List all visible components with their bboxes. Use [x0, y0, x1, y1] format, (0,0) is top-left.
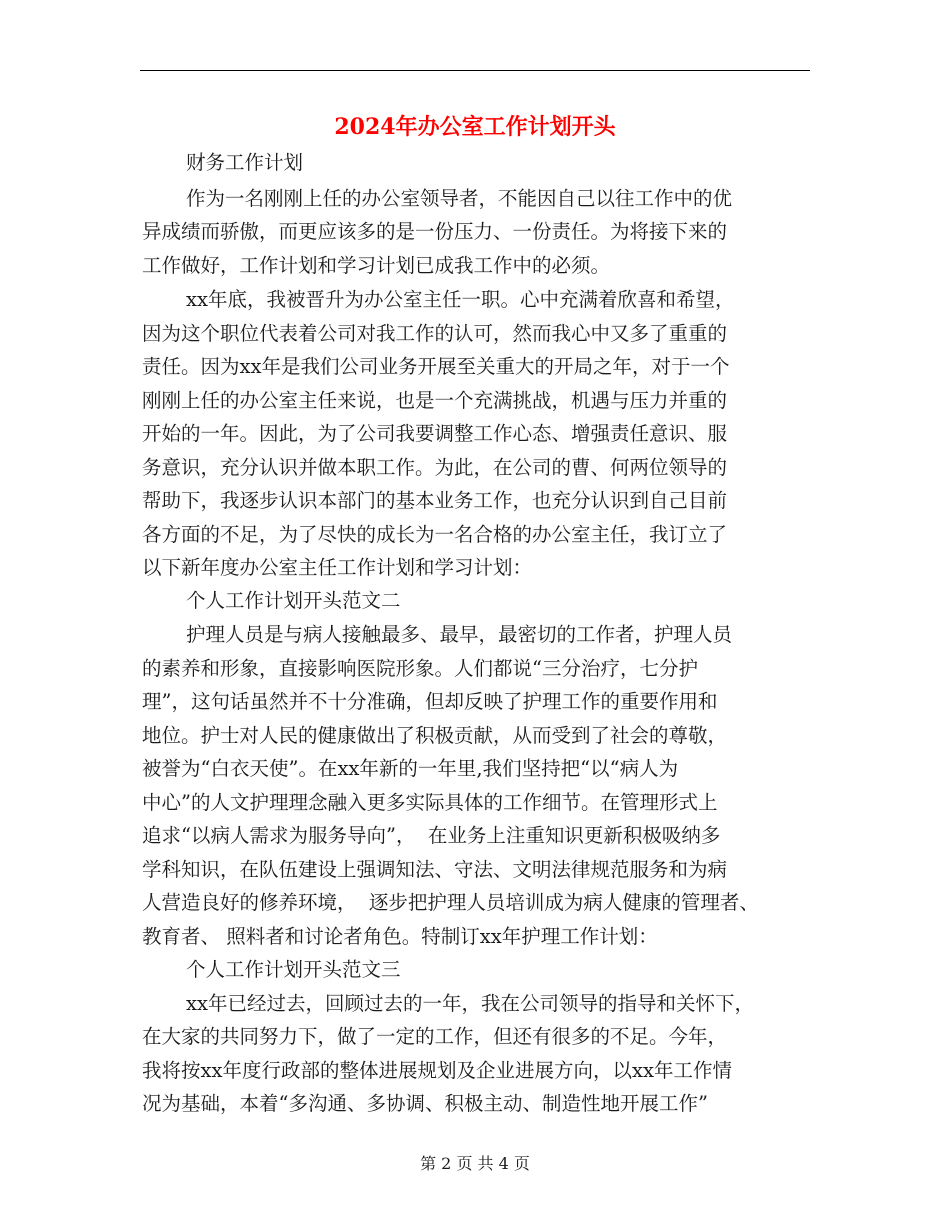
paragraph-line: 作为一名刚刚上任的办公室领导者，不能因自己以往工作中的优: [186, 187, 733, 210]
paragraph-line: 我将按xx年度行政部的整体进展规划及企业进展方向，以xx年工作情: [142, 1059, 732, 1082]
header-rule: [140, 70, 810, 71]
paragraph-line: 追求“以病人需求为服务导向”， 在业务上注重知识更新积极吸纳多: [142, 824, 721, 847]
section-heading: 个人工作计划开头范文二: [186, 589, 401, 612]
paragraph-line: 被誉为“白衣天使”。在xx年新的一年里,我们坚持把“以“病人为: [142, 757, 679, 780]
section-heading: 个人工作计划开头范文三: [186, 958, 401, 981]
paragraph-line: 学科知识，在队伍建设上强调知法、守法、文明法律规范服务和为病: [142, 858, 728, 881]
paragraph-line: 异成绩而骄傲，而更应该多的是一份压力、一份责任。为将接下来的: [142, 220, 728, 243]
paragraph-line: 理”，这句话虽然并不十分准确，但却反映了护理工作的重要作用和: [142, 690, 718, 713]
paragraph-line: 中心”的人文护理理念融入更多实际具体的工作细节。在管理形式上: [142, 791, 718, 814]
paragraph-line: 况为基础，本着“多沟通、多协调、积极主动、制造性地开展工作”: [142, 1092, 708, 1115]
paragraph-line: 以下新年度办公室主任工作计划和学习计划：: [142, 556, 533, 579]
paragraph-line: xx年底，我被晋升为办公室主任一职。心中充满着欣喜和希望，: [186, 288, 735, 311]
paragraph-line: 人营造良好的修养环境， 逐步把护理人员培训成为病人健康的管理者、: [142, 891, 759, 914]
paragraph-line: 帮助下，我逐步认识本部门的基本业务工作，也充分认识到自己目前: [142, 489, 728, 512]
paragraph-line: xx年已经过去，回顾过去的一年，我在公司领导的指导和关怀下，: [186, 992, 754, 1015]
paragraph-line: 护理人员是与病人接触最多、最早，最密切的工作者，护理人员: [186, 623, 733, 646]
paragraph-line: 务意识，充分认识并做本职工作。为此，在公司的曹、何两位领导的: [142, 456, 728, 479]
paragraph-line: 开始的一年。因此，为了公司我要调整工作心态、增强责任意识、服: [142, 422, 728, 445]
paragraph-line: 工作做好，工作计划和学习计划已成我工作中的必须。: [142, 254, 611, 277]
paragraph-line: 因为这个职位代表着公司对我工作的认可，然而我心中又多了重重的: [142, 322, 728, 345]
paragraph-line: 地位。护士对人民的健康做出了积极贡献，从而受到了社会的尊敬，: [142, 724, 728, 747]
paragraph-line: 教育者、 照料者和讨论者角色。特制订xx年护理工作计划：: [142, 925, 658, 948]
section-heading: 财务工作计划: [186, 151, 304, 174]
paragraph-line: 刚刚上任的办公室主任来说，也是一个充满挑战，机遇与压力并重的: [142, 389, 728, 412]
page-number-footer: 第 2 页 共 4 页: [420, 1154, 530, 1173]
paragraph-line: 在大家的共同努力下，做了一定的工作，但还有很多的不足。今年，: [142, 1025, 728, 1048]
paragraph-line: 各方面的不足，为了尽快的成长为一名合格的办公室主任，我订立了: [142, 523, 728, 546]
paragraph-line: 的素养和形象，直接影响医院形象。人们都说“三分治疗，七分护: [142, 657, 698, 680]
paragraph-line: 责任。因为xx年是我们公司业务开展至关重大的开局之年，对于一个: [142, 355, 730, 378]
document-title: 2024年办公室工作计划开头: [334, 114, 616, 140]
